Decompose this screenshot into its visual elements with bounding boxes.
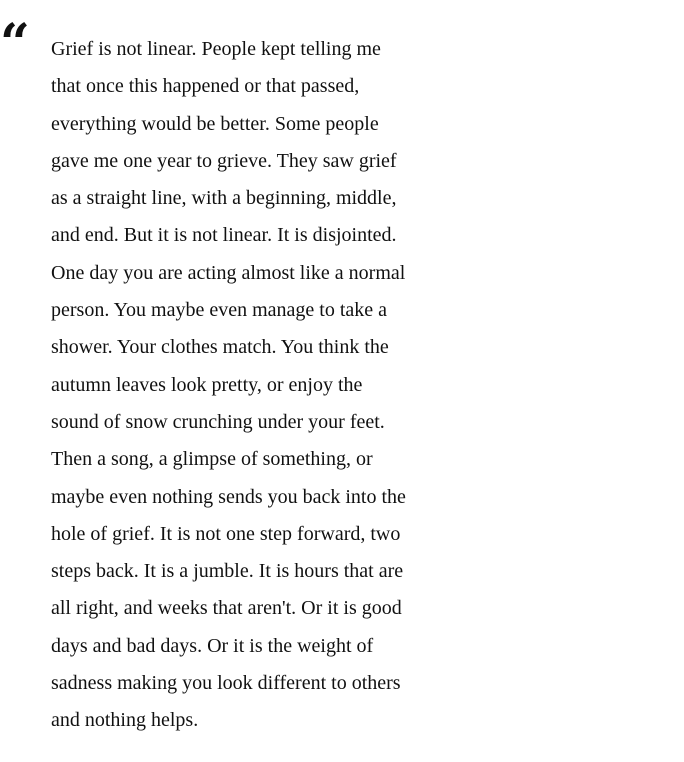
quote-line: hole of grief. It is not one step forward, two [51, 522, 401, 545]
quote-line: steps back. It is a jumble. It is hours that are [51, 560, 404, 583]
quote-line: that once this happened or that passed, [51, 75, 360, 98]
quote-line: shower. Your clothes match. You think the [51, 336, 389, 359]
quote-line: sadness making you look different to others [51, 672, 401, 695]
quote-line: days and bad days. Or it is the weight of [51, 634, 374, 657]
quote-line: and nothing helps. [51, 709, 199, 732]
quote-line: One day you are acting almost like a normal [51, 261, 406, 284]
quote-line: autumn leaves look pretty, or enjoy the [51, 373, 363, 396]
quote-line: maybe even nothing sends you back into the [51, 485, 406, 508]
quote-line: all right, and weeks that aren't. Or it is good [51, 597, 402, 620]
quote-line: sound of snow crunching under your feet. [51, 410, 385, 433]
quote-line: person. You maybe even manage to take a [51, 299, 388, 322]
quote-line: Grief is not linear. People kept telling me [51, 38, 381, 60]
quote-line: and end. But it is not linear. It is disjointed. [51, 224, 397, 247]
quote-line: Then a song, a glimpse of something, or [51, 448, 373, 471]
quote-line: as a straight line, with a beginning, middle, [51, 187, 397, 210]
quote-text [51, 31, 684, 740]
quote-line: gave me one year to grieve. They saw grief [51, 149, 397, 172]
quotation-mark-icon: “ [0, 13, 30, 74]
quote-line: everything would be better. Some people [51, 112, 379, 135]
